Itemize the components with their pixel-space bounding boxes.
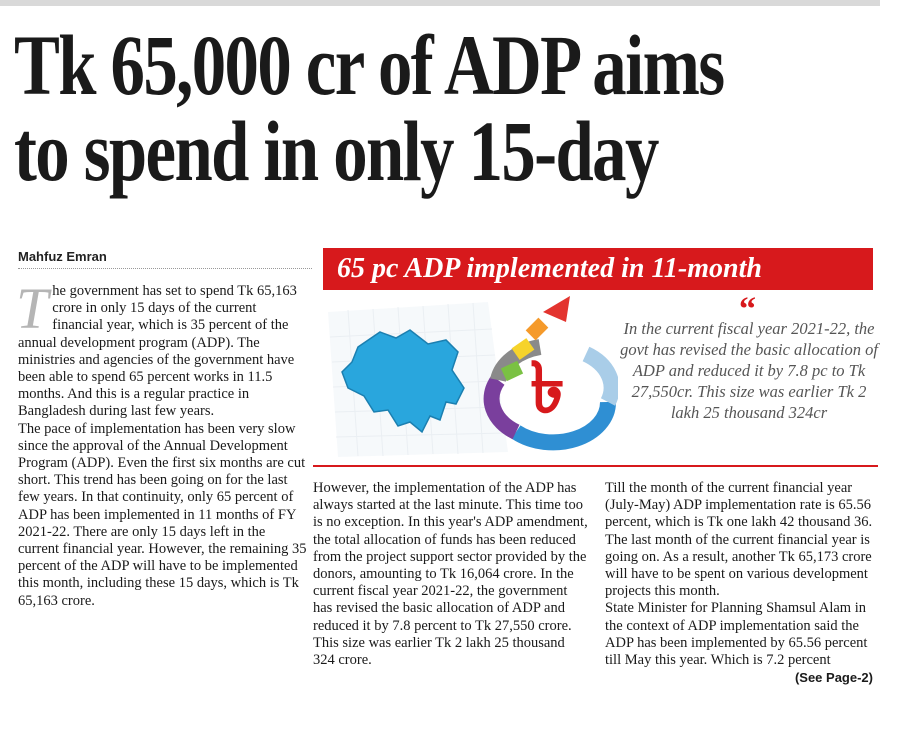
drop-cap: T bbox=[16, 276, 49, 341]
paragraph: The pace of implementation has been very slow since the approval of the Annual Development Program (ADP). Even the first six months are cut short. This trend has been going on for the last few years. In that continuity, only 65 percent of ADP has been implemented in 11 months of FY 2021-22. There are only 15 days left in the current financial year. However, the remaining 35 percent of the ADP will have to be implemented this month, including these 15 days, which is Tk 65,163 crore. bbox=[18, 420, 307, 609]
paragraph bbox=[605, 600, 875, 686]
headline-line2: to spend in only 15-day bbox=[14, 103, 658, 199]
pull-quote: In the current fiscal year 2021-22, the govt has revised the basic allocation of ADP and reduced it by 7.8 pc to Tk 27,550cr. This size was earlier Tk 2 lakh 25 thousand 324cr bbox=[620, 319, 878, 422]
headline bbox=[14, 17, 724, 199]
top-rule bbox=[0, 0, 880, 6]
article-column-1 bbox=[16, 276, 308, 610]
quote-mark-icon: “ bbox=[739, 291, 756, 328]
taka-symbol-icon: ৳ bbox=[530, 347, 565, 429]
byline-divider bbox=[18, 268, 312, 269]
continuation-link[interactable]: (See Page-2) bbox=[794, 670, 873, 686]
article-column-3 bbox=[605, 480, 875, 686]
paragraph bbox=[16, 276, 308, 421]
section-divider bbox=[313, 465, 878, 467]
headline-line1: Tk 65,000 cr of ADP aims bbox=[14, 17, 724, 113]
paragraph: However, the implementation of the ADP has always started at the last minute. This time too is no exception. In this year's ADP amendment, the total allocation of funds has been reduced from the project support sector provided by the donors, amounting to Tk 16,064 crore. In the current fiscal year 2021-22, the government has revised the basic allocation of ADP and reduced it by 7.8 percent to Tk 27,550 crore. This size was earlier Tk 2 lakh 25 thousand 324 crore. bbox=[313, 480, 588, 669]
article-column-2 bbox=[313, 480, 588, 669]
section-banner: 65 pc ADP implemented in 11-month bbox=[323, 248, 873, 290]
paragraph-text: State Minister for Planning Shamsul Alam in the context of ADP implementation said the ADP has been implemented by 65.56 percent till May this year. Which is 7.2 percent bbox=[605, 600, 868, 669]
paragraph-text: he government has set to spend Tk 65,163 crore in only 15 days of the current financial year, which is 35 percent of the annual development program (ADP). The ministries and agencies of the government have been able to spend 65 percent works in 11.5 months. And this is a regular practice in Bangladesh during last few years. bbox=[18, 283, 297, 420]
adp-illustration bbox=[318, 292, 618, 462]
byline: Mahfuz Emran bbox=[18, 249, 107, 264]
paragraph: Till the month of the current financial year (July-May) ADP implementation rate is 65.56 percent, which is Tk one lakh 42 thousand 36. The last month of the current financial year is going on. As a result, another Tk 65,173 crore will have to be spent on various development projects this month. bbox=[605, 480, 873, 600]
